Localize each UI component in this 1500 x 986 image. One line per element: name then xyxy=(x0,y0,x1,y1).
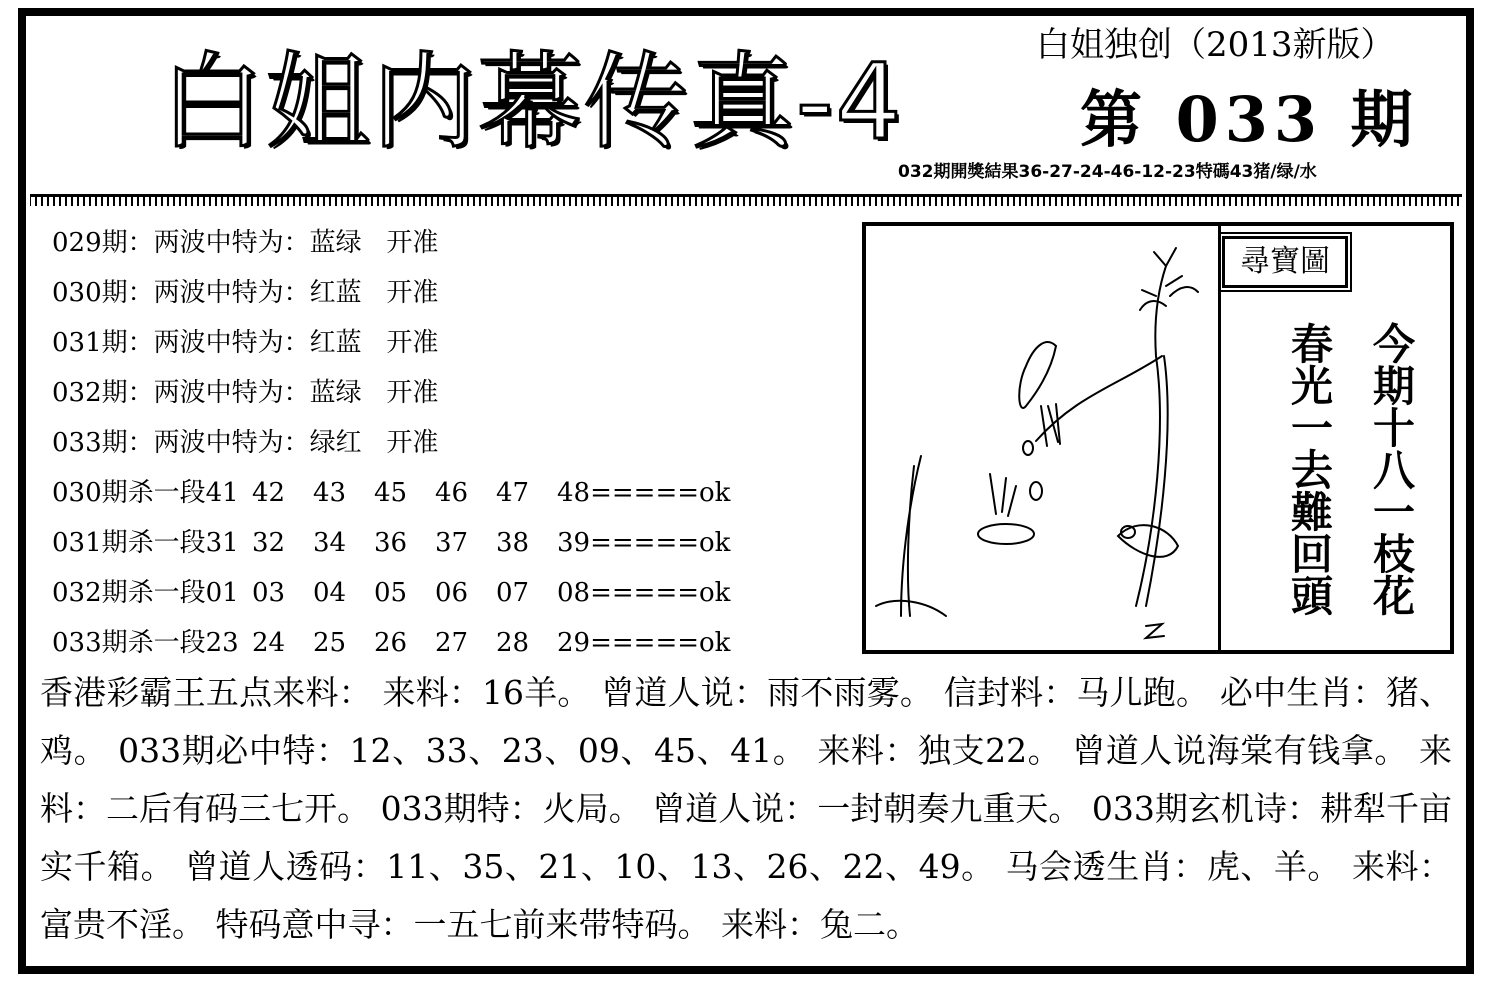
kill-number: 27 xyxy=(435,628,469,658)
kill-number: 38 xyxy=(496,528,530,558)
kill-tail: 29=====ok xyxy=(557,628,731,658)
treasure-divider xyxy=(1218,226,1221,650)
kill-number: 05 xyxy=(374,578,408,608)
edition-label: 白姐独创（2013新版） xyxy=(1036,25,1395,65)
kill-number: 07 xyxy=(496,578,530,608)
kill-number: 45 xyxy=(374,478,408,508)
kill-row xyxy=(52,518,730,568)
kill-number: 37 xyxy=(435,528,469,558)
poem-line-left: 春光一去難回頭 xyxy=(1285,322,1334,616)
treasure-badge: 尋寶圖 xyxy=(1222,236,1348,288)
kill-number: 46 xyxy=(435,478,469,508)
wave-row: 029期：两波中特为：蓝绿 开准 xyxy=(52,228,439,258)
kill-label: 033期杀一段23 xyxy=(52,628,239,658)
kill-number: 47 xyxy=(496,478,530,508)
kill-label: 031期杀一段31 xyxy=(52,528,239,558)
last-result: 032期開獎結果36-27-24-46-12-23特碼43猪/绿/水 xyxy=(898,162,1317,182)
kill-number: 26 xyxy=(374,628,408,658)
kill-row xyxy=(52,618,730,668)
header-divider xyxy=(30,194,1462,207)
kill-row xyxy=(52,468,730,518)
issue-number: 第 033 期 xyxy=(1080,83,1419,156)
kill-number: 03 xyxy=(252,578,286,608)
poem-line-right: 今期十八一枝花 xyxy=(1367,322,1416,616)
kill-number: 43 xyxy=(313,478,347,508)
kill-tail: 48=====ok xyxy=(557,478,731,508)
wave-row: 031期：两波中特为：红蓝 开准 xyxy=(52,328,439,358)
kill-number: 28 xyxy=(496,628,530,658)
kill-number: 34 xyxy=(313,528,347,558)
kill-label: 030期杀一段41 xyxy=(52,478,239,508)
wave-row: 033期：两波中特为：绿红 开准 xyxy=(52,428,439,458)
kill-row xyxy=(52,568,730,618)
info-paragraph: 香港彩霸王五点来料： 来料：16羊。 曾道人说：雨不雨雾。 信封料：马儿跑。 必中生肖：猪、鸡。 033期必中特：12、33、23、09、45、41。 来料：独支22。 曾道人说海棠有钱拿。 来料：二后有码三七开。 033期特：火局。 曾道人说：一封朝奏九重天。 033期玄机诗：耕犁千亩实千箱。 曾道人透码：11、35、21、10、13、26、22、49。 马会透生肖：虎、羊。 来料：富贵不淫。 特码意中寻：一五七前来带特码。 来料：兔二。 xyxy=(40,673,1452,944)
wave-row: 030期：两波中特为：红蓝 开准 xyxy=(52,278,439,308)
prediction-list xyxy=(52,218,730,668)
kill-number: 36 xyxy=(374,528,408,558)
kill-tail: 39=====ok xyxy=(557,528,731,558)
treasure-illustration xyxy=(866,226,1216,650)
wave-row: 032期：两波中特为：蓝绿 开准 xyxy=(52,378,439,408)
kill-number: 25 xyxy=(313,628,347,658)
kill-number: 42 xyxy=(252,478,286,508)
kill-number: 24 xyxy=(252,628,286,658)
divider-ticks xyxy=(30,197,1462,211)
kill-number: 06 xyxy=(435,578,469,608)
kill-tail: 08=====ok xyxy=(557,578,731,608)
kill-number: 32 xyxy=(252,528,286,558)
kill-label: 032期杀一段01 xyxy=(52,578,239,608)
kill-number: 04 xyxy=(313,578,347,608)
page-title: 白姐内幕传真-4 xyxy=(160,41,904,163)
